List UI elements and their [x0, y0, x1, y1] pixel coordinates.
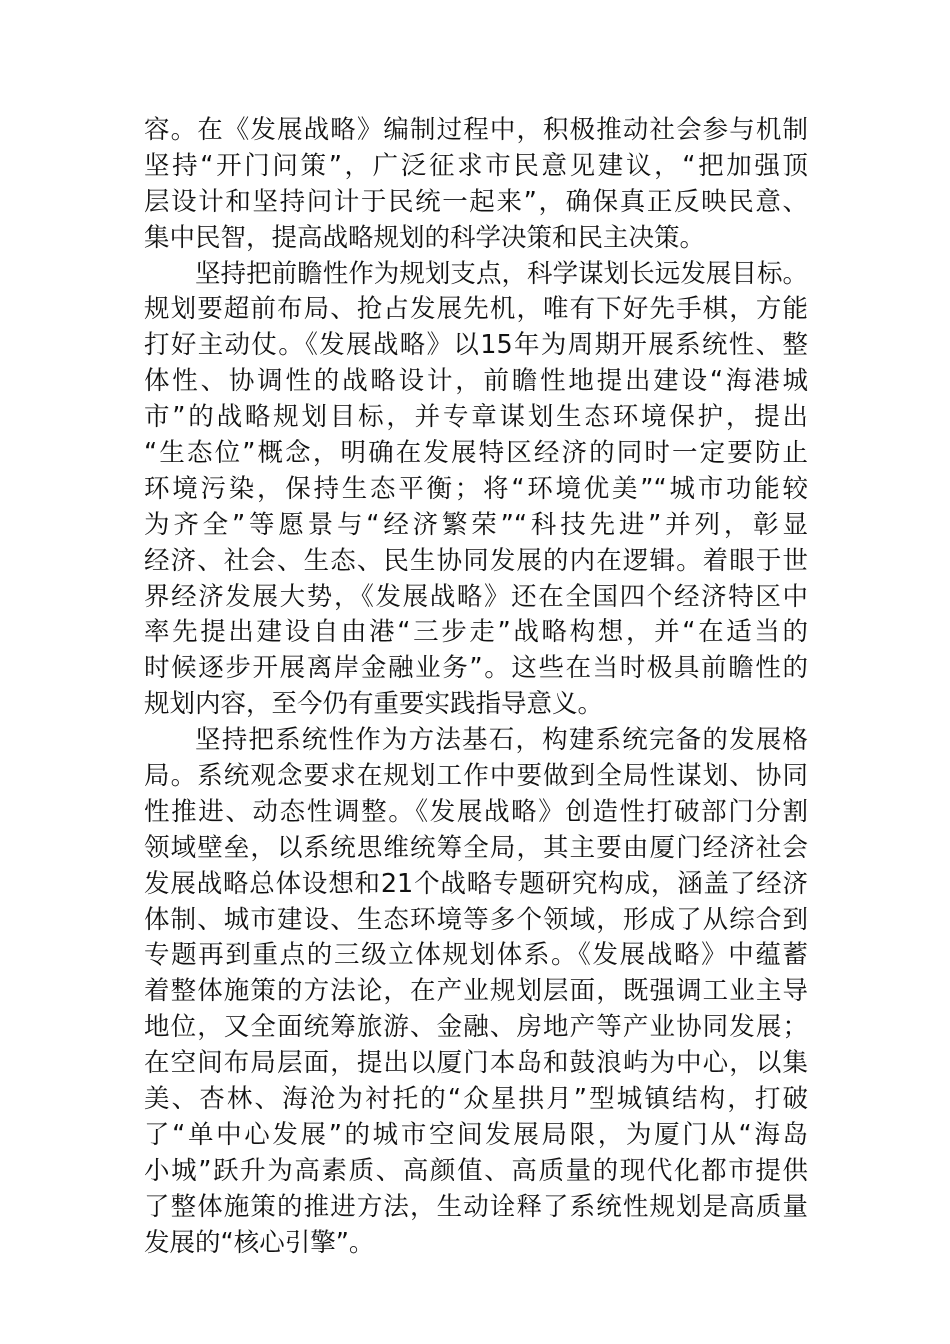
- text-line: 坚持把系统性作为方法基石，构建系统完备的发展格: [195, 725, 808, 756]
- text-line: 规划要超前布局、抢占发展先机，唯有下好先手棋，方能: [144, 294, 808, 325]
- text-line: 集中民智，提高战略规划的科学决策和民主决策。: [144, 222, 706, 253]
- body-text: [144, 113, 808, 1262]
- text-line: 地位，又全面统筹旅游、金融、房地产等产业协同发展；: [144, 1012, 808, 1043]
- text-line: 率先提出建设自由港“三步走”战略构想，并“在适当的: [144, 617, 808, 648]
- text-line: 层设计和坚持问计于民统一起来”，确保真正反映民意、: [144, 186, 808, 217]
- text-line: 坚持“开门问策”，广泛征求市民意见建议，“把加强顶: [144, 150, 808, 181]
- text-line: 市”的战略规划目标，并专章谋划生态环境保护，提出: [144, 402, 808, 433]
- text-line: 坚持把前瞻性作为规划支点，科学谋划长远发展目标。: [195, 258, 808, 289]
- text-line: 在空间布局层面，提出以厦门本岛和鼓浪屿为中心，以集: [144, 1048, 808, 1079]
- text-line: 界经济发展大势，《发展战略》还在全国四个经济特区中: [144, 581, 808, 612]
- text-line: “生态位”概念，明确在发展特区经济的同时一定要防止: [144, 438, 808, 469]
- text-line: 规划内容，至今仍有重要实践指导意义。: [144, 689, 604, 720]
- text-line: 容。在《发展战略》编制过程中，积极推动社会参与机制: [144, 115, 808, 145]
- text-line: 体制、城市建设、生态环境等多个领域，形成了从综合到: [144, 904, 808, 935]
- text-line: 打好主动仗。《发展战略》以15年为周期开展系统性、整: [144, 330, 808, 361]
- text-line: 局。系统观念要求在规划工作中要做到全局性谋划、协同: [144, 761, 808, 792]
- text-line: 发展战略总体设想和21个战略专题研究构成，涵盖了经济: [144, 868, 808, 899]
- text-line: 环境污染，保持生态平衡；将“环境优美”“城市功能较: [144, 473, 808, 504]
- text-line: 为齐全”等愿景与“经济繁荣”“科技先进”并列，彰显: [144, 509, 808, 540]
- text-line: 领域壁垒，以系统思维统筹全局，其主要由厦门经济社会: [144, 832, 808, 863]
- text-line: 小城”跃升为高素质、高颜值、高质量的现代化都市提供: [144, 1155, 808, 1186]
- text-line: 了“单中心发展”的城市空间发展局限，为厦门从“海岛: [144, 1119, 808, 1150]
- text-line: 专题再到重点的三级立体规划体系。《发展战略》中蕴蓄: [144, 940, 808, 971]
- text-line: 了整体施策的推进方法，生动诠释了系统性规划是高质量: [144, 1191, 808, 1222]
- text-line: 时候逐步开展离岸金融业务”。这些在当时极具前瞻性的: [144, 653, 808, 684]
- text-line: 美、杏林、海沧为衬托的“众星拱月”型城镇结构，打破: [144, 1084, 808, 1115]
- text-line: 性推进、动态性调整。《发展战略》创造性打破部门分割: [144, 796, 808, 827]
- text-line: 经济、社会、生态、民生协同发展的内在逻辑。着眼于世: [144, 545, 808, 576]
- text-line: 发展的“核心引擎”。: [144, 1227, 375, 1258]
- text-line: 体性、协调性的战略设计，前瞻性地提出建设“海港城: [144, 366, 808, 397]
- text-line: 着整体施策的方法论，在产业规划层面，既强调工业主导: [144, 976, 808, 1007]
